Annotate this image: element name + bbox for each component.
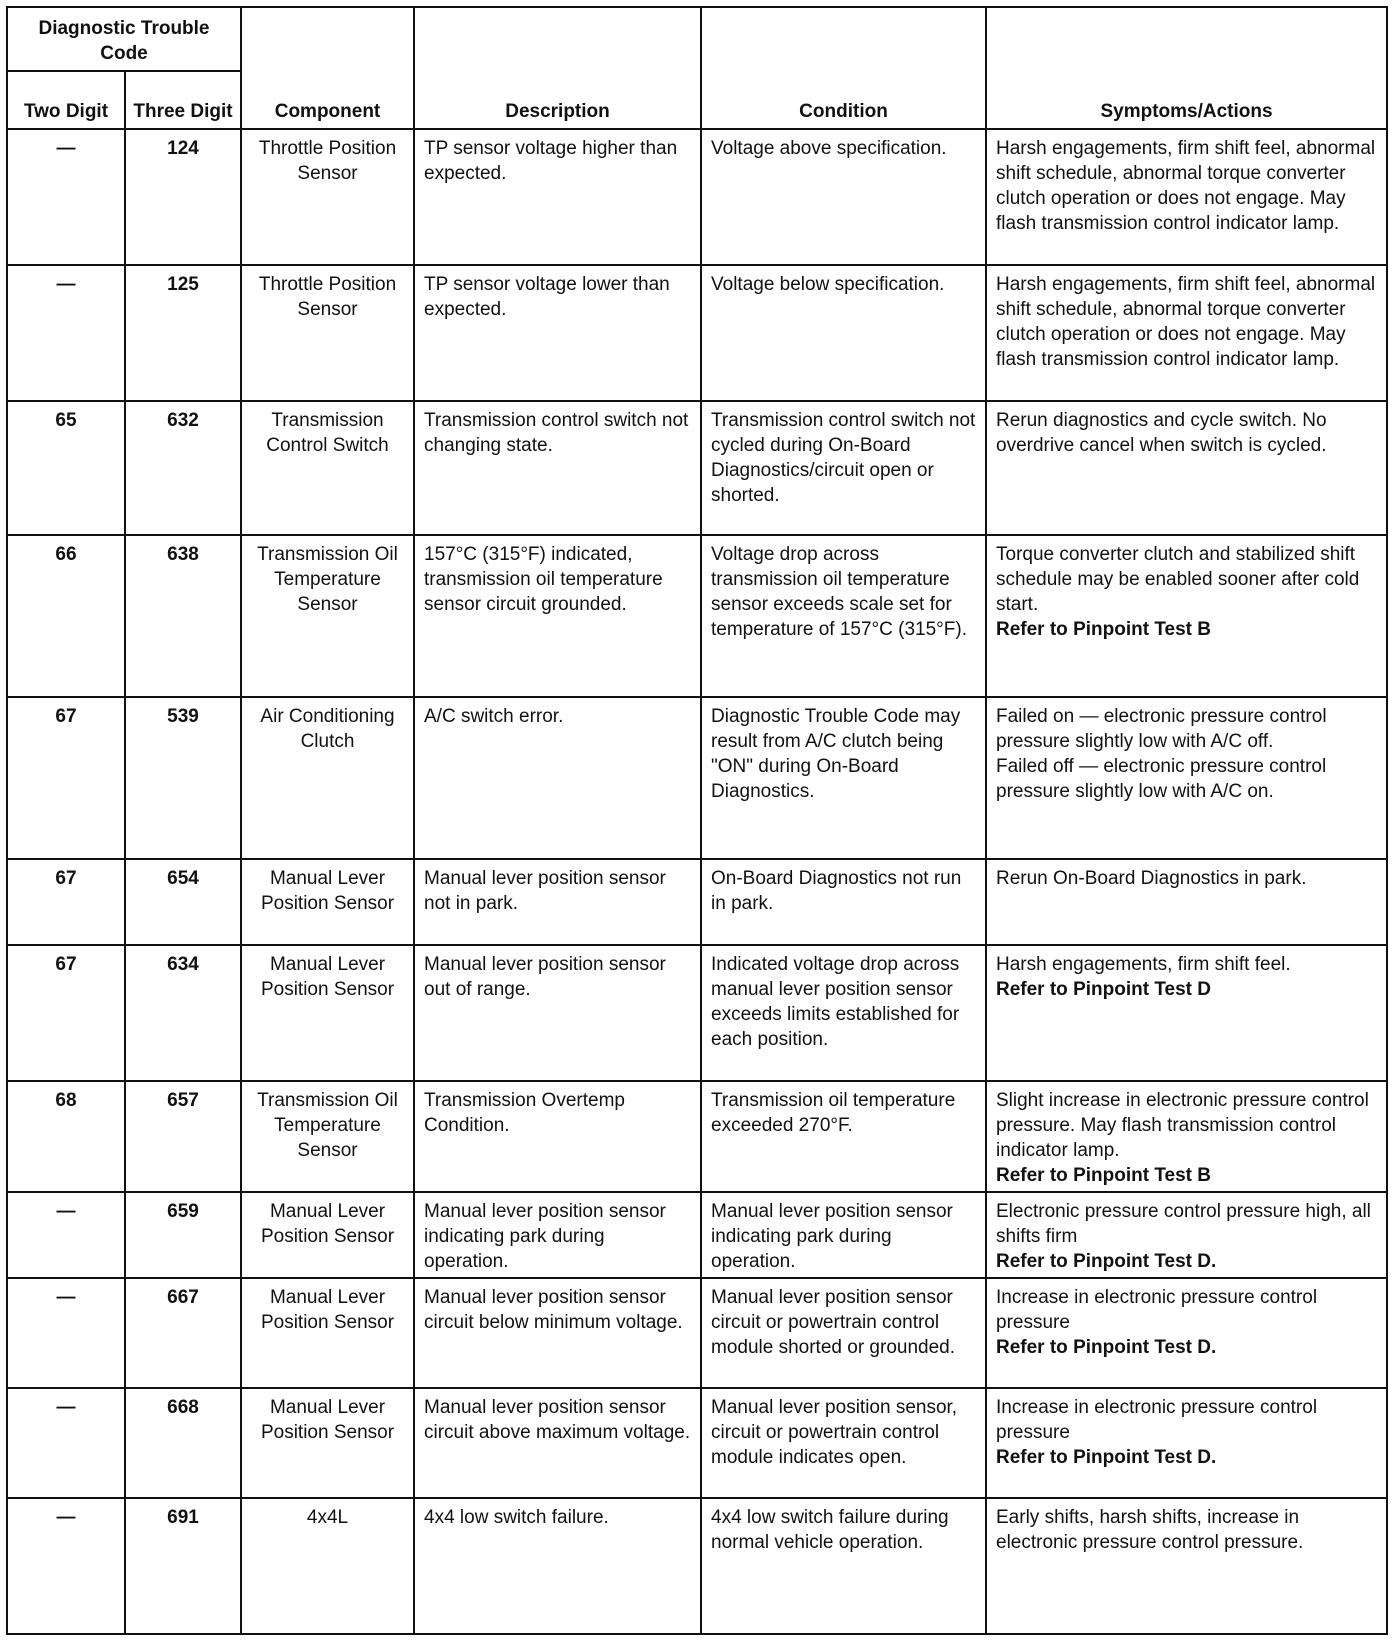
pinpoint-test-reference: Refer to Pinpoint Test B [996,619,1211,640]
three-digit-code: 668 [125,1388,241,1498]
three-digit-code: 659 [125,1192,241,1278]
symptoms-text: Early shifts, harsh shifts, increase in electronic pressure control pressure. [996,1507,1304,1553]
two-digit-code: — [7,1192,125,1278]
symptoms-text: Slight increase in electronic pressure control pressure. May flash transmission control indicator lamp. [996,1090,1369,1161]
three-digit-code: 539 [125,697,241,859]
two-digit-code: — [7,1278,125,1388]
table-row [7,697,1387,859]
component-cell: Transmission Oil Temperature Sensor [241,1081,414,1192]
table-row [7,535,1387,697]
table-row [7,265,1387,401]
condition-cell: Transmission oil temperature exceeded 270°F. [701,1081,986,1192]
symptoms-cell [986,129,1387,265]
two-digit-code: 65 [7,401,125,535]
header-condition: Condition [701,7,986,129]
symptoms-cell [986,535,1387,697]
condition-cell: Voltage above specification. [701,129,986,265]
header-two-digit: Two Digit [7,71,125,129]
two-digit-code: 67 [7,945,125,1081]
symptoms-cell [986,1081,1387,1192]
condition-cell: Manual lever position sensor, circuit or powertrain control module indicates open. [701,1388,986,1498]
symptoms-text: Torque converter clutch and stabilized shift schedule may be enabled sooner after cold start. [996,544,1360,615]
table-row [7,945,1387,1081]
symptoms-text-2: Failed off — electronic pressure control pressure slightly low with A/C on. [996,756,1327,802]
table-row [7,859,1387,945]
description-cell: A/C switch error. [414,697,701,859]
pinpoint-test-reference: Refer to Pinpoint Test D [996,979,1211,1000]
condition-cell: Manual lever position sensor indicating park during operation. [701,1192,986,1278]
condition-cell: Indicated voltage drop across manual lever position sensor exceeds limits established for each position. [701,945,986,1081]
two-digit-code: — [7,1498,125,1634]
header-description: Description [414,7,701,129]
description-cell: Manual lever position sensor indicating park during operation. [414,1192,701,1278]
symptoms-text: Harsh engagements, firm shift feel, abnormal shift schedule, abnormal torque converter clutch operation or does not engage. May flash transmission control indicator lamp. [996,138,1376,234]
table-row [7,1278,1387,1388]
component-cell: Transmission Oil Temperature Sensor [241,535,414,697]
table-row [7,1081,1387,1192]
two-digit-code: — [7,265,125,401]
two-digit-code: 67 [7,697,125,859]
three-digit-code: 638 [125,535,241,697]
condition-cell: Voltage below specification. [701,265,986,401]
component-cell: Air Conditioning Clutch [241,697,414,859]
pinpoint-test-reference: Refer to Pinpoint Test B [996,1165,1211,1186]
component-cell: Manual Lever Position Sensor [241,1388,414,1498]
three-digit-code: 657 [125,1081,241,1192]
component-cell: Throttle Position Sensor [241,265,414,401]
two-digit-code: 68 [7,1081,125,1192]
pinpoint-test-reference: Refer to Pinpoint Test D. [996,1251,1217,1272]
component-cell: Transmission Control Switch [241,401,414,535]
description-cell: TP sensor voltage lower than expected. [414,265,701,401]
symptoms-cell [986,1192,1387,1278]
three-digit-code: 654 [125,859,241,945]
symptoms-text: Increase in electronic pressure control pressure [996,1287,1318,1333]
description-cell: 4x4 low switch failure. [414,1498,701,1634]
three-digit-code: 691 [125,1498,241,1634]
symptoms-text: Failed on — electronic pressure control pressure slightly low with A/C off. [996,706,1327,752]
description-cell: 157°C (315°F) indicated, transmission oil temperature sensor circuit grounded. [414,535,701,697]
dtc-table [6,6,1388,1635]
table-row [7,129,1387,265]
symptoms-cell [986,697,1387,859]
description-cell: Manual lever position sensor circuit above maximum voltage. [414,1388,701,1498]
symptoms-cell [986,945,1387,1081]
symptoms-cell [986,859,1387,945]
symptoms-text: Increase in electronic pressure control pressure [996,1397,1318,1443]
header-dtc-group: Diagnostic Trouble Code [7,7,241,71]
component-cell: Manual Lever Position Sensor [241,1278,414,1388]
two-digit-code: — [7,129,125,265]
symptoms-text: Harsh engagements, firm shift feel, abnormal shift schedule, abnormal torque converter clutch operation or does not engage. May flash transmission control indicator lamp. [996,274,1376,370]
component-cell: Manual Lever Position Sensor [241,945,414,1081]
symptoms-cell [986,265,1387,401]
description-cell: Transmission control switch not changing state. [414,401,701,535]
description-cell: Transmission Overtemp Condition. [414,1081,701,1192]
component-cell: Throttle Position Sensor [241,129,414,265]
condition-cell: Transmission control switch not cycled during On-Board Diagnostics/circuit open or shorted. [701,401,986,535]
pinpoint-test-reference: Refer to Pinpoint Test D. [996,1337,1217,1358]
three-digit-code: 667 [125,1278,241,1388]
description-cell: Manual lever position sensor not in park. [414,859,701,945]
component-cell: Manual Lever Position Sensor [241,859,414,945]
symptoms-text: Electronic pressure control pressure high, all shifts firm [996,1201,1371,1247]
symptoms-cell [986,1388,1387,1498]
symptoms-cell [986,1278,1387,1388]
condition-cell: On-Board Diagnostics not run in park. [701,859,986,945]
three-digit-code: 124 [125,129,241,265]
two-digit-code: — [7,1388,125,1498]
description-cell: Manual lever position sensor circuit below minimum voltage. [414,1278,701,1388]
table-row [7,1498,1387,1634]
three-digit-code: 125 [125,265,241,401]
condition-cell: Manual lever position sensor circuit or powertrain control module shorted or grounded. [701,1278,986,1388]
header-symptoms: Symptoms/Actions [986,7,1387,129]
description-cell: TP sensor voltage higher than expected. [414,129,701,265]
two-digit-code: 66 [7,535,125,697]
symptoms-cell [986,1498,1387,1634]
pinpoint-test-reference: Refer to Pinpoint Test D. [996,1447,1217,1468]
symptoms-cell [986,401,1387,535]
two-digit-code: 67 [7,859,125,945]
symptoms-text: Harsh engagements, firm shift feel. [996,954,1291,975]
description-cell: Manual lever position sensor out of range. [414,945,701,1081]
three-digit-code: 634 [125,945,241,1081]
table-row [7,1192,1387,1278]
symptoms-text: Rerun On-Board Diagnostics in park. [996,868,1307,889]
condition-cell: Diagnostic Trouble Code may result from A/C clutch being "ON" during On-Board Diagnostics. [701,697,986,859]
symptoms-text: Rerun diagnostics and cycle switch. No overdrive cancel when switch is cycled. [996,410,1327,456]
table-row [7,1388,1387,1498]
condition-cell: Voltage drop across transmission oil temperature sensor exceeds scale set for temperature of 157°C (315°F). [701,535,986,697]
table-row [7,401,1387,535]
header-component: Component [241,7,414,129]
three-digit-code: 632 [125,401,241,535]
header-three-digit: Three Digit [125,71,241,129]
condition-cell: 4x4 low switch failure during normal vehicle operation. [701,1498,986,1634]
component-cell: 4x4L [241,1498,414,1634]
table-header [7,7,1387,129]
component-cell: Manual Lever Position Sensor [241,1192,414,1278]
